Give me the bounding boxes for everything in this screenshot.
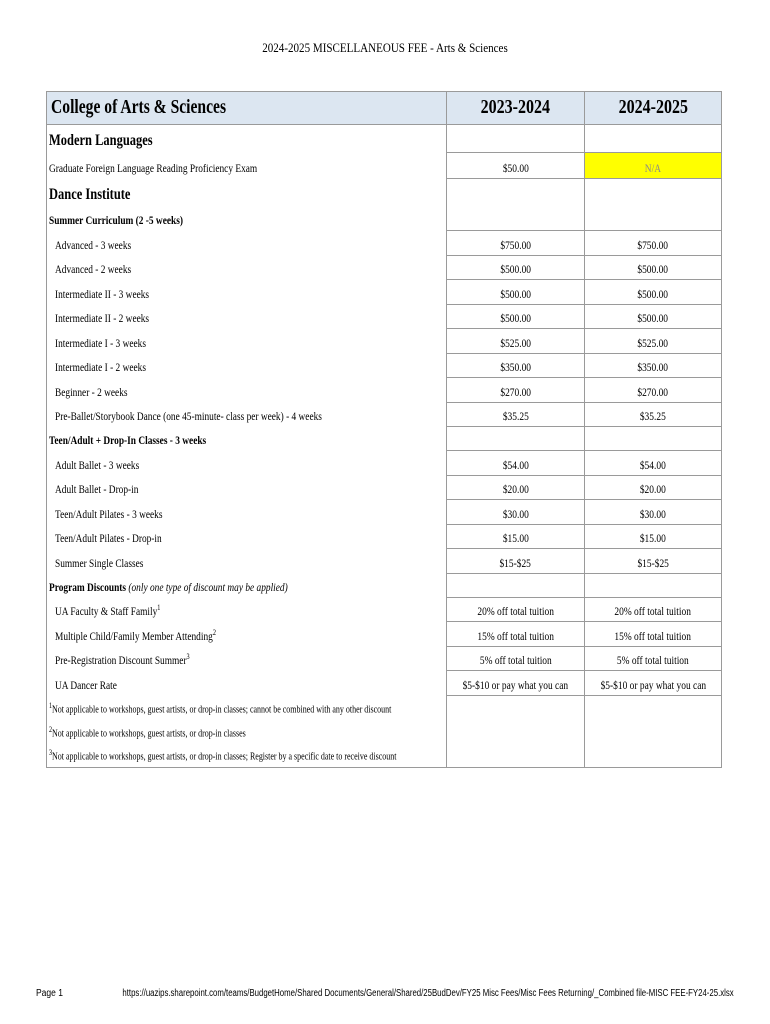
section-modern-languages <box>46 123 722 153</box>
fee-value-text: $270.00 <box>637 386 669 399</box>
fee-value <box>585 533 721 545</box>
fee-value <box>447 558 584 570</box>
row-label: Pre-Ballet/Storybook Dance (one 45-minute- class per week) - 4 weeks <box>55 409 322 423</box>
table-row <box>46 231 722 256</box>
fee-value-text: $30.00 <box>502 508 529 521</box>
row-label: Summer Single Classes <box>55 555 144 570</box>
fee-value <box>585 411 721 423</box>
fee-value <box>447 289 584 301</box>
table-row <box>46 476 722 501</box>
fee-value-text: $750.00 <box>500 239 531 252</box>
year-heading-2024-2025 <box>585 96 721 119</box>
fee-value-text: N/A <box>644 163 662 175</box>
footnote-text: Not applicable to workshops, guest artists, or drop-in classes; cannot be combined with any other discount <box>52 704 392 716</box>
footnote-3 <box>49 748 396 763</box>
fee-value <box>585 631 721 643</box>
fee-value-text: $500.00 <box>637 288 669 301</box>
fee-value-text: $15.00 <box>640 533 666 545</box>
table-row <box>46 525 722 550</box>
fee-value-text: $30.00 <box>640 508 666 521</box>
table-row <box>46 598 722 623</box>
fee-value <box>585 680 721 692</box>
section-dance-institute-label: Dance Institute <box>49 186 131 203</box>
fee-value <box>585 460 721 472</box>
table-row <box>46 329 722 354</box>
fee-value-text: $20.00 <box>502 484 529 496</box>
row-label <box>55 652 190 668</box>
footnote-marker: 2 <box>212 627 216 637</box>
table-row <box>46 671 722 696</box>
table-row <box>46 153 722 179</box>
fee-value-text: 5% off total tuition <box>479 655 552 667</box>
year-heading-text: 2024-2025 <box>618 96 688 118</box>
fee-value <box>447 163 584 175</box>
fee-value-text: $525.00 <box>500 337 531 350</box>
fee-value-text: $500.00 <box>500 288 531 301</box>
fee-value <box>585 313 721 325</box>
fee-value <box>585 387 721 399</box>
fee-value <box>585 289 721 301</box>
fee-value-text: $750.00 <box>637 239 669 252</box>
discount-label-text: UA Faculty & Staff Family <box>55 604 158 618</box>
fee-value-text: $500.00 <box>500 264 531 276</box>
row-label: Adult Ballet - 3 weeks <box>55 457 140 472</box>
fee-value <box>447 387 584 399</box>
fee-value <box>447 240 584 252</box>
footnote-marker: 1 <box>49 701 53 710</box>
fee-value-text: $15-$25 <box>637 557 669 570</box>
footnote-row <box>46 720 722 744</box>
fee-value-text: $54.00 <box>502 459 529 472</box>
fee-value <box>447 533 584 545</box>
section-modern-languages-label: Modern Languages <box>49 132 153 149</box>
college-heading: College of Arts & Sciences <box>51 96 227 118</box>
fee-value <box>447 264 584 276</box>
row-label: Beginner - 2 weeks <box>55 384 128 399</box>
row-label: Teen/Adult Pilates - 3 weeks <box>55 506 163 521</box>
footnote-marker: 1 <box>157 603 161 612</box>
discount-title: Program Discounts <box>49 579 127 594</box>
fee-value-text: $50.00 <box>502 163 529 175</box>
fee-value-text: 5% off total tuition <box>617 655 689 667</box>
fee-value-text: $15-$25 <box>499 557 532 570</box>
fee-value <box>447 313 584 325</box>
fee-value <box>585 484 721 496</box>
header-row <box>46 91 722 125</box>
year-heading-text: 2023-2024 <box>480 96 551 118</box>
row-label: Intermediate I - 2 weeks <box>55 360 146 374</box>
fee-value-text: $35.25 <box>640 411 666 423</box>
row-label: Graduate Foreign Language Reading Proficiency Exam <box>49 161 258 175</box>
row-label: Advanced - 3 weeks <box>55 237 132 252</box>
fee-value-text: $5-$10 or pay what you can <box>462 679 569 692</box>
row-label: Teen/Adult Pilates - Drop-in <box>55 531 162 545</box>
section-dance-institute <box>46 179 722 207</box>
row-label: Intermediate II - 3 weeks <box>55 286 150 301</box>
fee-value <box>585 655 721 667</box>
table-row <box>46 403 722 428</box>
table-row <box>46 622 722 647</box>
fee-value <box>447 631 584 643</box>
discount-heading <box>49 580 288 595</box>
fee-value <box>447 338 584 350</box>
fee-value-na <box>585 163 721 175</box>
subsection-program-discounts <box>46 574 722 598</box>
fee-value <box>585 362 721 374</box>
fee-value-text: $270.00 <box>500 386 531 399</box>
fee-value-text: $35.25 <box>502 411 529 423</box>
discount-note: (only one type of discount may be applied) <box>128 579 288 594</box>
fee-table <box>46 91 722 765</box>
footnote-1 <box>49 701 391 716</box>
table-row <box>46 647 722 672</box>
file-path: https://uazips.sharepoint.com/teams/BudgetHome/Shared Documents/General/Shared/25BudDev/FY25 Misc Fees/Misc Fees Returning/_Combined file-MISC FEE-FY24-25.xlsx <box>122 988 734 999</box>
fee-value <box>447 460 584 472</box>
table-row <box>46 305 722 330</box>
row-label <box>55 603 160 619</box>
table-row <box>46 451 722 476</box>
fee-value <box>585 509 721 521</box>
table-row <box>46 354 722 379</box>
fee-value <box>447 362 584 374</box>
footnote-text: Not applicable to workshops, guest artists, or drop-in classes <box>52 728 246 740</box>
table-row <box>46 280 722 305</box>
subsection-teen-adult <box>46 427 722 451</box>
row-label <box>55 678 117 693</box>
page-number: Page 1 <box>36 988 63 999</box>
fee-value <box>585 606 721 618</box>
fee-value-text: 15% off total tuition <box>614 630 692 643</box>
subsection-teen-adult-label: Teen/Adult + Drop-In Classes - 3 weeks <box>49 433 207 447</box>
discount-label-text: UA Dancer Rate <box>55 677 117 692</box>
table-row <box>46 378 722 403</box>
subsection-summer-curriculum-label: Summer Curriculum (2 -5 weeks) <box>49 213 183 227</box>
row-label: Advanced - 2 weeks <box>55 262 132 276</box>
fee-value-text: $20.00 <box>640 484 666 496</box>
footnote-2 <box>49 725 246 740</box>
year-heading-2023-2024 <box>447 96 584 119</box>
page-title: 2024-2025 MISCELLANEOUS FEE - Arts & Sciences <box>262 40 508 55</box>
fee-value <box>585 240 721 252</box>
row-label: Adult Ballet - Drop-in <box>55 482 139 496</box>
row-label <box>55 628 216 644</box>
footnote-marker: 2 <box>49 725 53 734</box>
footnote-marker: 3 <box>49 748 53 757</box>
fee-value <box>447 484 584 496</box>
table-row <box>46 500 722 525</box>
table-row <box>46 256 722 281</box>
row-label: Intermediate I - 3 weeks <box>55 335 146 350</box>
fee-value-text: 15% off total tuition <box>477 630 554 643</box>
discount-label-text: Multiple Child/Family Member Attending <box>55 628 213 643</box>
fee-value <box>447 411 584 423</box>
fee-value <box>585 558 721 570</box>
fee-value <box>447 509 584 521</box>
fee-value-text: $500.00 <box>637 264 669 276</box>
fee-value <box>585 338 721 350</box>
footnote-row <box>46 744 722 768</box>
fee-value <box>585 264 721 276</box>
fee-value-text: $15.00 <box>502 533 529 545</box>
fee-value <box>447 680 584 692</box>
row-label: Intermediate II - 2 weeks <box>55 311 150 325</box>
fee-value-text: 20% off total tuition <box>477 606 554 618</box>
footnote-text: Not applicable to workshops, guest artists, or drop-in classes; Register by a specific date to receive discount <box>52 751 397 763</box>
fee-value <box>447 655 584 667</box>
subsection-summer-curriculum <box>46 207 722 231</box>
fee-value <box>447 606 584 618</box>
fee-value-text: $54.00 <box>640 459 666 472</box>
fee-value-text: $350.00 <box>500 362 531 374</box>
table-row <box>46 549 722 574</box>
footnote-row <box>46 696 722 720</box>
fee-value-text: $350.00 <box>637 362 669 374</box>
discount-label-text: Pre-Registration Discount Summer <box>55 653 187 667</box>
fee-value-text: 20% off total tuition <box>614 606 692 618</box>
footnote-marker: 3 <box>186 652 190 661</box>
fee-value-text: $500.00 <box>637 313 669 325</box>
fee-value-text: $500.00 <box>500 313 531 325</box>
fee-value-text: $525.00 <box>637 337 669 350</box>
fee-value-text: $5-$10 or pay what you can <box>600 679 706 692</box>
